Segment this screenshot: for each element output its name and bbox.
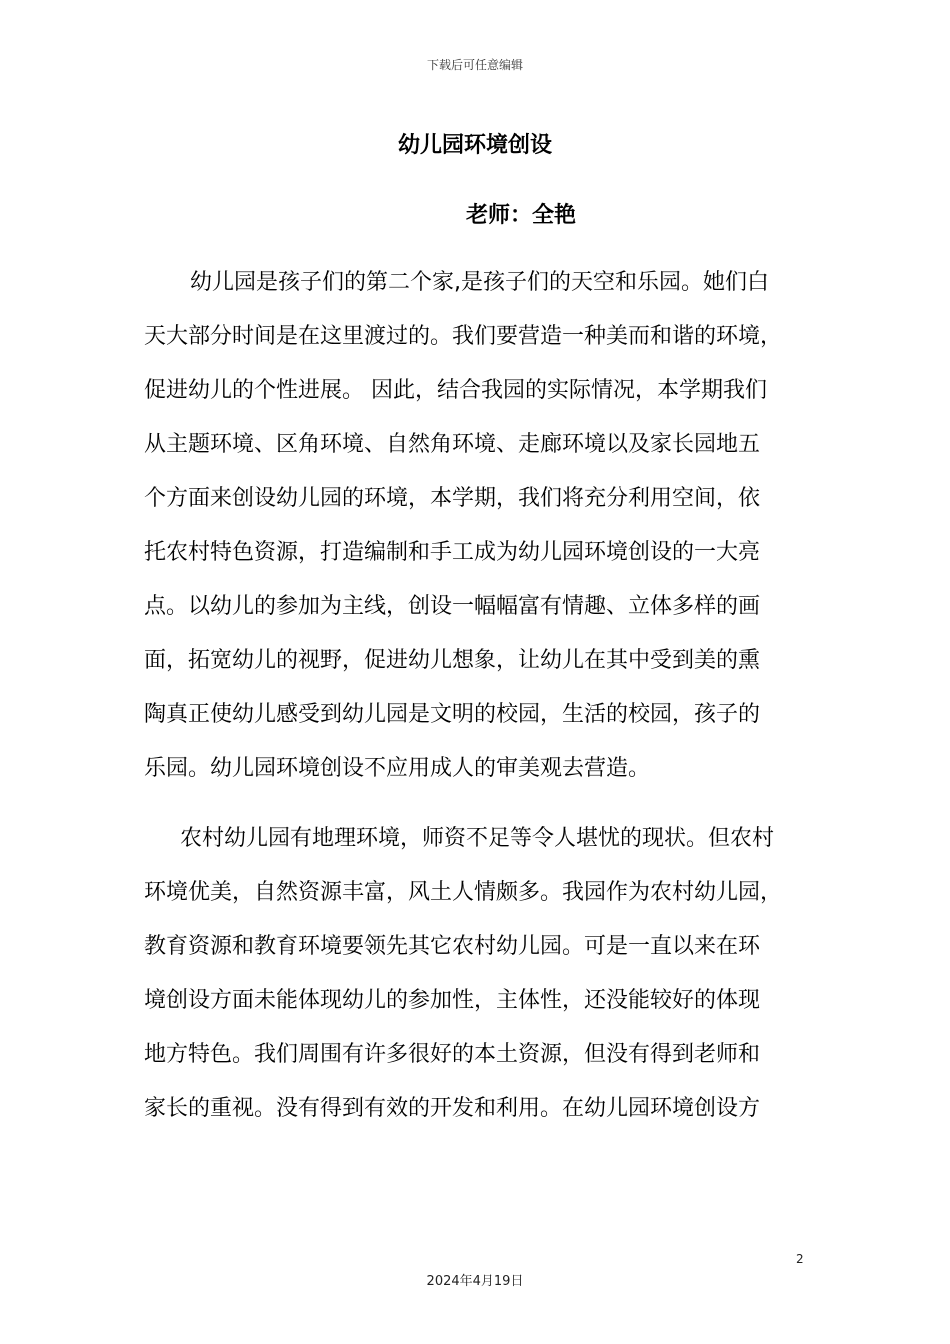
paragraph-1 xyxy=(144,256,806,796)
document-title: 幼儿园环境创设 xyxy=(397,133,552,158)
paragraph-line: 从主题环境、区角环境、自然角环境、走廊环境以及家长园地五 xyxy=(144,432,761,457)
paragraph-line: 托农村特色资源，打造编制和手工成为幼儿园环境创设的一大亮 xyxy=(144,540,761,565)
paragraph-line: 点。以幼儿的参加为主线，创设一幅幅富有情趣、立体多样的画 xyxy=(144,594,761,619)
paragraph-line: 地方特色。我们周围有许多很好的本土资源，但没有得到老师和 xyxy=(144,1042,761,1067)
paragraph-line: 陶真正使幼儿感受到幼儿园是文明的校园，生活的校园，孩子的 xyxy=(144,702,761,727)
paragraph-line: 教育资源和教育环境要领先其它农村幼儿园。可是一直以来在环 xyxy=(144,934,761,959)
paragraph-line: 面，拓宽幼儿的视野，促进幼儿想象，让幼儿在其中受到美的熏 xyxy=(144,648,761,673)
paragraph-2 xyxy=(144,812,806,1136)
page-number: 2 xyxy=(796,1252,804,1266)
paragraph-line: 乐园。幼儿园环境创设不应用成人的审美观去营造。 xyxy=(144,756,651,781)
paragraph-line: 家长的重视。没有得到有效的开发和利用。在幼儿园环境创设方 xyxy=(144,1096,761,1121)
paragraph-line: 环境优美，自然资源丰富，风土人情颇多。我园作为农村幼儿园， xyxy=(144,880,783,905)
paragraph-line: 农村幼儿园有地理环境，师资不足等令人堪忧的现状。但农村 xyxy=(180,826,775,851)
paragraph-line: 天大部分时间是在这里渡过的。我们要营造一种美而和谐的环境， xyxy=(144,324,783,349)
paragraph-line: 幼儿园是孩子们的第二个家,是孩子们的天空和乐园。她们白 xyxy=(190,270,769,295)
paragraph-line: 境创设方面未能体现幼儿的参加性，主体性，还没能较好的体现 xyxy=(144,988,761,1013)
paragraph-line: 促进幼儿的个性进展。 因此，结合我园的实际情况，本学期我们 xyxy=(144,378,767,403)
paragraph-line: 个方面来创设幼儿园的环境，本学期，我们将充分利用空间，依 xyxy=(144,486,761,511)
header-note: 下载后可任意编辑 xyxy=(426,58,523,72)
author-line: 老师：全艳 xyxy=(466,203,577,228)
footer-date: 2024年4月19日 xyxy=(426,1274,524,1289)
